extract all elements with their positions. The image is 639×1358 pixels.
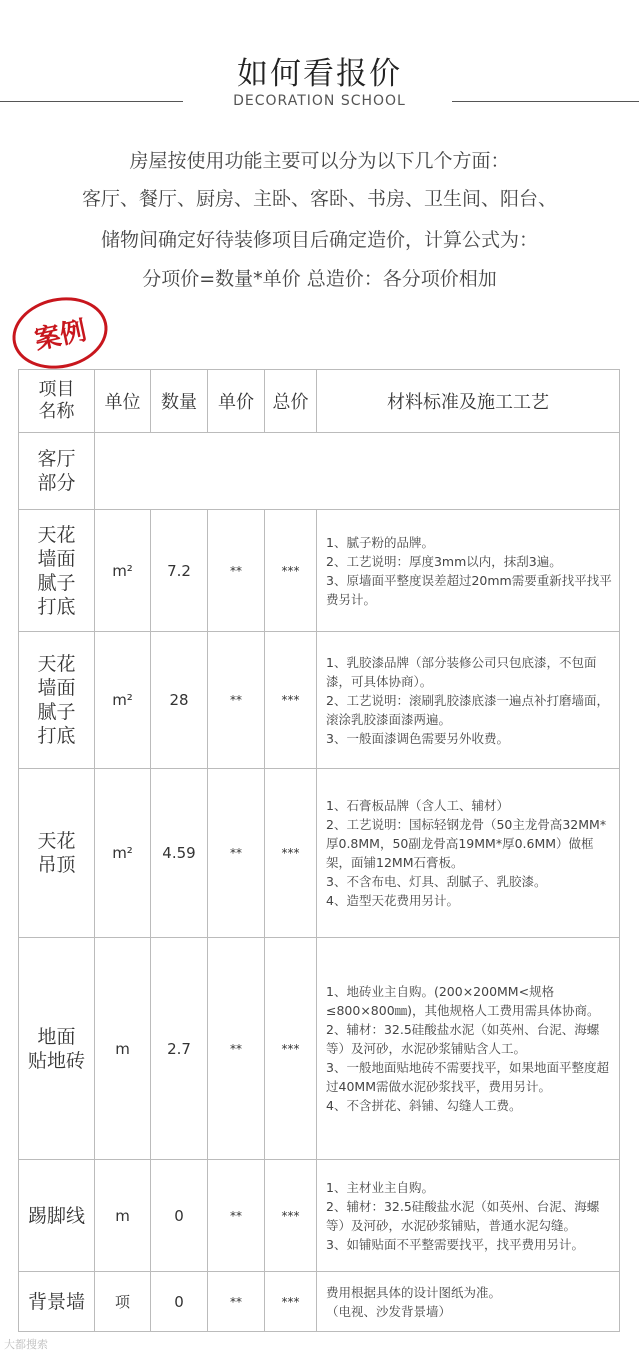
item-description: 1、腻子粉的品牌。 2、工艺说明：厚度3mm以内，抹刮3遍。 3、原墙面平整度误差超过20mm需要重新找平找平费另计。 — [317, 510, 620, 632]
header-quantity: 数量 — [151, 370, 208, 433]
item-name: 踢脚线 — [19, 1160, 95, 1272]
item-name: 天花 墙面 腻子 打底 — [19, 510, 95, 632]
header-item-name: 项目 名称 — [19, 370, 95, 433]
item-quantity: 0 — [151, 1272, 208, 1332]
item-description: 费用根据具体的设计图纸为准。 （电视、沙发背景墙） — [317, 1272, 620, 1332]
item-quantity: 2.7 — [151, 938, 208, 1160]
item-name: 天花 吊顶 — [19, 769, 95, 938]
divider-right — [452, 101, 639, 102]
section-row — [19, 433, 620, 510]
item-name: 天花 墙面 腻子 打底 — [19, 632, 95, 769]
item-total-price: *** — [265, 632, 317, 769]
item-total-price: *** — [265, 1160, 317, 1272]
item-description: 1、石膏板品牌（含人工、辅材） 2、工艺说明：国标轻钢龙骨（50主龙骨高32MM*厚0.8MM，50副龙骨高19MM*厚0.6MM）做框架，面铺12MM石膏板。 3、不含布电、灯具、刮腻子、乳胶漆。 4、造型天花费用另计。 — [317, 769, 620, 938]
table-header-row — [19, 370, 620, 433]
table-row — [19, 1160, 620, 1272]
item-unit: m² — [95, 510, 151, 632]
table-row — [19, 632, 620, 769]
section-name: 客厅 部分 — [19, 433, 95, 510]
item-total-price: *** — [265, 938, 317, 1160]
item-unit: m² — [95, 769, 151, 938]
item-total-price: *** — [265, 769, 317, 938]
item-name: 背景墙 — [19, 1272, 95, 1332]
table-row — [19, 1272, 620, 1332]
item-unit: m — [95, 1160, 151, 1272]
intro-line-3: 储物间确定好待装修项目后确定造价，计算公式为： — [100, 229, 538, 251]
watermark: 大都搜索 — [4, 1338, 48, 1351]
header-unit: 单位 — [95, 370, 151, 433]
item-unit-price: ** — [208, 1272, 265, 1332]
item-unit-price: ** — [208, 938, 265, 1160]
case-stamp-text: 案例 — [31, 315, 90, 356]
item-total-price: *** — [265, 510, 317, 632]
page-title: 如何看报价 — [237, 56, 402, 92]
section-empty — [95, 433, 620, 510]
case-stamp — [6, 289, 114, 377]
item-description: 1、主材业主自购。 2、辅材：32.5硅酸盐水泥（如英州、台泥、海螺等）及河砂，水泥砂浆铺贴，普通水泥勾缝。 3、如铺贴面不平整需要找平，找平费用另计。 — [317, 1160, 620, 1272]
intro-line-2: 客厅、餐厅、厨房、主卧、客卧、书房、卫生间、阳台、 — [81, 188, 557, 210]
item-unit: m — [95, 938, 151, 1160]
item-quantity: 0 — [151, 1160, 208, 1272]
subtitle-row — [0, 93, 639, 113]
quote-table — [18, 369, 620, 1332]
item-total-price: *** — [265, 1272, 317, 1332]
item-unit: 项 — [95, 1272, 151, 1332]
item-name: 地面 贴地砖 — [19, 938, 95, 1160]
item-quantity: 4.59 — [151, 769, 208, 938]
item-description: 1、地砖业主自购。(200×200MM<规格≤800×800㎜)，其他规格人工费用需具体协商。 2、辅材：32.5硅酸盐水泥（如英州、台泥、海螺等）及河砂，水泥砂浆铺贴含人工。 3、一般地面贴地砖不需要找平，如果地面平整度超过40MM需做水泥砂浆找平，费用另计。 4、不含拼花、斜铺、勾缝人工费。 — [317, 938, 620, 1160]
intro-line-1: 房屋按使用功能主要可以分为以下几个方面： — [129, 150, 510, 172]
item-quantity: 7.2 — [151, 510, 208, 632]
table-row — [19, 769, 620, 938]
item-quantity: 28 — [151, 632, 208, 769]
intro-line-4: 分项价=数量*单价 总造价：各分项价相加 — [142, 268, 497, 290]
table-row — [19, 510, 620, 632]
table-row — [19, 938, 620, 1160]
item-unit-price: ** — [208, 632, 265, 769]
item-description: 1、乳胶漆品牌（部分装修公司只包底漆，不包面漆，可具体协商）。 2、工艺说明：滚刷乳胶漆底漆一遍点补打磨墙面，滚涂乳胶漆面漆两遍。 3、一般面漆调色需要另外收费。 — [317, 632, 620, 769]
header-material-standard: 材料标准及施工工艺 — [317, 370, 620, 433]
item-unit-price: ** — [208, 769, 265, 938]
item-unit-price: ** — [208, 510, 265, 632]
item-unit: m² — [95, 632, 151, 769]
item-unit-price: ** — [208, 1160, 265, 1272]
page-subtitle: DECORATION SCHOOL — [233, 93, 406, 109]
header-unit-price: 单价 — [208, 370, 265, 433]
header-total-price: 总价 — [265, 370, 317, 433]
